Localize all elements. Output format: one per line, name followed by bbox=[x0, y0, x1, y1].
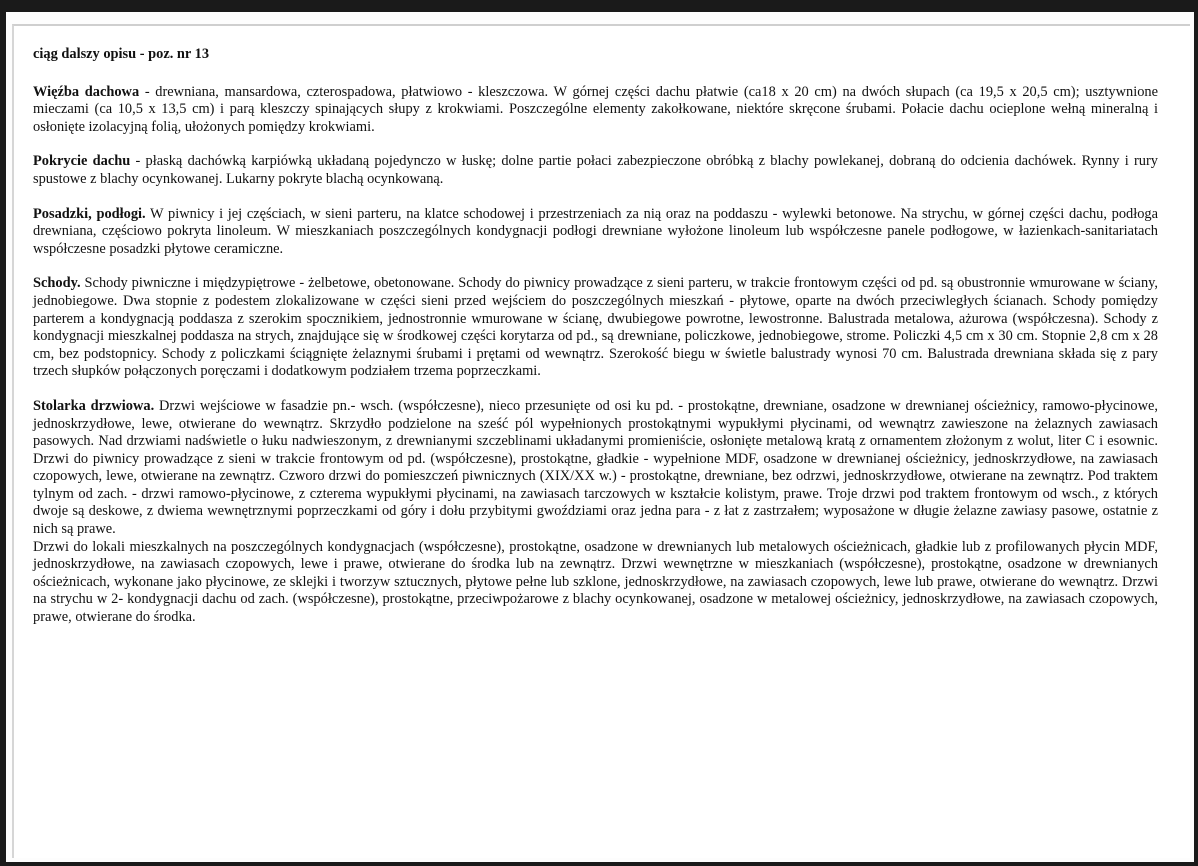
section-doors-continued bbox=[33, 539, 1158, 627]
section-stairs bbox=[33, 275, 1158, 381]
section-roof-truss bbox=[33, 84, 1158, 137]
section-text: Drzwi do lokali mieszkalnych na poszczególnych kondygnacjach (współczesne), prostokątne, osadzone w drewnianych lub metalowych ościeżnicach, gładkie lub z profilowanych płycin MDF, jednoskrzydłowe, na zawiasach czopowych, lewe i prawe, otwierane do środka lub na zewnątrz. Drzwi wewnętrzne w mieszkaniach (współczesne), prostokątne, osadzone w drewnianych ościeżnicach, wykonane jako płycinowe, ze sklejki i tworzyw sztucznych, płytowe pełne lub szklone, jednoskrzydłowe, na zawiasach czopowych, lewe lub prawe, otwierane do wewnątrz. Drzwi na strychu w 2- kondygnacji dachu od zach. (współczesne), prostokątne, przeciwpożarowe z blachy ocynkowanej, osadzone w metalowej ościeżnicy, jednoskrzydłowe, na zawiasach czopowych, prawe, otwierane do środka. bbox=[33, 538, 1158, 626]
document-body bbox=[33, 46, 1158, 627]
section-text: W piwnicy i jej częściach, w sieni parteru, na klatce schodowej i przestrzeniach za nią oraz na poddaszu - wylewki betonowe. Na strychu, w górnej części dachu, podłoga drewniana, częściowo pokryta linoleum. W mieszkaniach poszczególnych kondygnacji podłogi drewniane wyłożone linoleum lub współczesne panele podłogowe, w łazienkach-sanitariatach współczesne posadzki płytowe ceramiczne. bbox=[33, 205, 1158, 257]
section-doors bbox=[33, 398, 1158, 539]
section-term: Więźba dachowa bbox=[33, 83, 140, 100]
section-term: Schody. bbox=[33, 275, 81, 292]
section-term: Pokrycie dachu bbox=[33, 153, 131, 170]
section-term: Posadzki, podłogi. bbox=[33, 205, 146, 222]
section-text: - płaską dachówką karpiówką układaną pojedynczo w łuskę; dolne partie połaci zabezpieczone obróbką z blachy powlekanej, dobraną do odcienia dachówek. Rynny i rury spustowe z blachy ocynkowanej. Lukarny pokryte blachą ocynkowaną. bbox=[33, 153, 1158, 187]
document-heading: ciąg dalszy opisu - poz. nr 13 bbox=[33, 46, 210, 62]
section-text: Drzwi wejściowe w fasadzie pn.- wsch. (współczesne), nieco przesunięte od osi ku pd. - prostokątne, drewniane, osadzone w drewnianej ościeżnicy, ramowo-płycinowe, jednoskrzydłowe, lewe, otwierane do wewnątrz. Skrzydło podzielone na sześć pól wypełnionych prostokątnymi wypukłymi płycinami, od wewnątrz zawieszone na żelaznych zawiasach pasowych. Nad drzwiami nadświetle o łuku nadwieszonym, z drewnianymi szczeblinami układanymi promieniście, osłonięte metalową kratą z ornamentem złożonym z wolut, liter C i esownic. Drzwi do piwnicy prowadzące z sieni w trakcie frontowym od pd. (współczesne), prostokątne, gładkie - wypełnione MDF, osadzone w drewnianej ościeżnicy, jednoskrzydłowe, na zawiasach czopowych, lewe, otwierane na zewnątrz. Czworo drzwi do pomieszczeń piwnicznych (XIX/XX w.) - prostokątne, drewniane, bez odrzwi, jednoskrzydłowe, otwierane na zewnątrz. Pod traktem tylnym od zach. - drzwi ramowo-płycinowe, z czterema wypukłymi płycinami, na zawiasach tarczowych w kształcie kolistym, prawe. Troje drzwi pod traktem frontowym od wsch., z których dwoje są deskowe, z dwiema wewnętrznymi poprzeczkami od góry i dołu przybitymi gwoździami oraz jedna para - z łat z zastrzałem; wyposażone w długie żelazne zawiasy pasowe, ostatnie z nich są prawe. bbox=[33, 397, 1159, 538]
section-text: Schody piwniczne i międzypiętrowe - żelbetowe, obetonowane. Schody do piwnicy prowadzące z sieni parteru, w trakcie frontowym części od pd. są obustronnie wmurowane w ściany, jednobiegowe. Dwa stopnie z podestem zlokalizowane w części sieni przed wejściem do poszczególnych mieszkań - płytowe, oparte na dwóch przeciwległych ścianach. Schody pomiędzy parterem a kondygnacją poddasza z szerokim spocznikiem, jednostronnie wmurowane w ścianę, dwubiegowe powrotne, lewostronne. Balustrada metalowa, ażurowa (współczesna). Schody z kondygnacji mieszkalnej poddasza na strych, znajdujące się w środkowej części korytarza od pd., są drewniane, policzkowe, jednobiegowe, strome. Policzki 4,5 cm x 30 cm. Stopnie 2,8 cm x 28 cm, bez podstopnicy. Schody z policzkami ściągnięte żelaznymi śrubami i prętami od wewnątrz. Szerokość biegu w świetle balustrady wynosi 70 cm. Balustrada drewniana składa się z pary trzech słupków połączonych poręczami i dodatkowym podziałem trzema poprzeczkami. bbox=[33, 275, 1158, 380]
section-text: - drewniana, mansardowa, czterospadowa, płatwiowo - kleszczowa. W górnej części dachu płatwie (ca18 x 20 cm) na dwóch słupach (ca 19,5 x 20,5 cm); usztywnione mieczami (ca 10,5 x 13,5 cm) i parą kleszczy spinających słupy z krokwiami. Poszczególne elementy zakołkowane, niektóre skręcone śrubami. Połacie dachu ocieplone wełną mineralną i osłonięte izolacyjną folią, ułożonych pomiędzy krokwiami. bbox=[33, 83, 1158, 135]
section-term: Stolarka drzwiowa. bbox=[33, 397, 155, 414]
section-floors bbox=[33, 206, 1158, 259]
section-roof-covering bbox=[33, 153, 1158, 188]
